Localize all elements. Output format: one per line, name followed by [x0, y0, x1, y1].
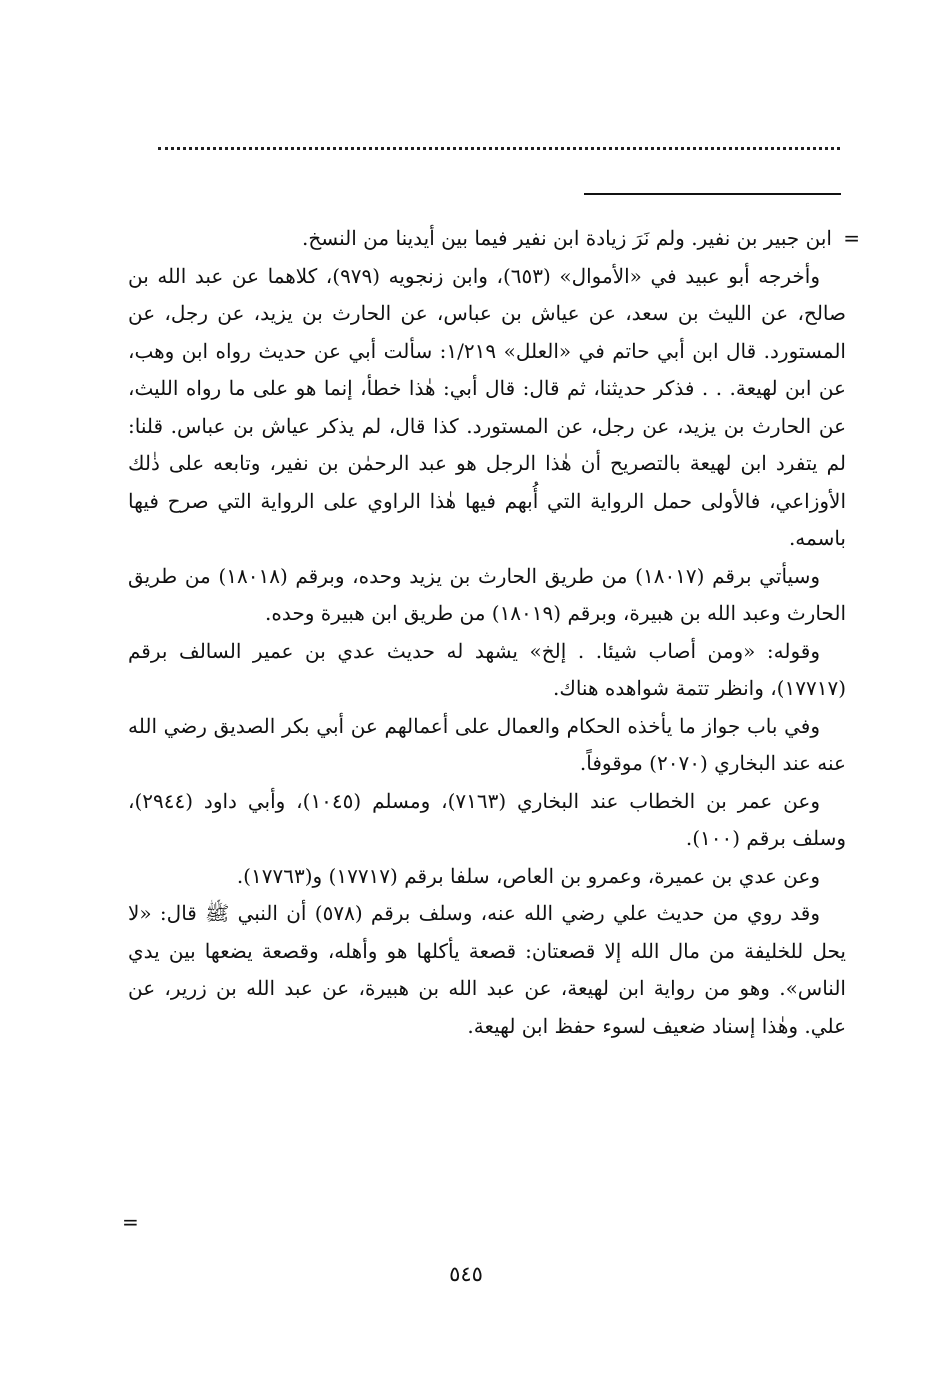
footnote-paragraph: وفي باب جواز ما يأخذه الحكام والعمال على أعمالهم عن أبي بكر الصديق رضي الله عنه عند البخاري (٢٠٧٠) موقوفاً.: [128, 713, 846, 775]
footnote-paragraph: وأخرجه أبو عبيد في «الأموال» (٦٥٣)، وابن زنجويه (٩٧٩)، كلاهما عن عبد الله بن صالح، عن الليث بن سعد، عن عياش بن عباس، عن الحارث بن يزيد، عن رجل، عن المستورد. قال ابن أبي حاتم في «العلل» ١/٢١٩: سألت أبي عن حديث رواه ابن وهب، عن ابن لهيعة. . . فذكر حديثنا، ثم قال: قال أبي: هٰذا خطأ، إنما هو على ما رواه الليث، عن الحارث بن يزيد، عن رجل، عن المستورد. كذا قال، لم يذكر عياش بن عباس. قلنا: لم يتفرد ابن لهيعة بالتصريح أن هٰذا الرجل هو عبد الرحمٰن بن نفير، وتابعه على ذٰلك الأوزاعي، فالأولى حمل الرواية التي أُبهم فيها هٰذا الراوي على الرواية التي صرح فيها باسمه.: [128, 263, 846, 550]
page-number: ٥٤٥: [449, 1262, 483, 1286]
footnote-paragraph: وقد روي من حديث علي رضي الله عنه، وسلف برقم (٥٧٨) أن النبي ﷺ قال: «لا يحل للخليفة من مال الله إلا قصعتان: قصعة يأكلها هو وأهله، وقصعة يضعها بين يدي الناس». وهو من رواية ابن لهيعة، عن عبد الله بن هبيرة، عن عبد الله بن زرير، عن علي. وهٰذا إسناد ضعيف لسوء حفظ ابن لهيعة.: [128, 901, 846, 1038]
footnote-block: [128, 220, 860, 1045]
footnote-paragraph: وعن عدي بن عميرة، وعمرو بن العاص، سلفا برقم (١٧٧١٧) و(١٧٧٦٣).: [236, 863, 820, 888]
footnote-paragraph-text: ابن جبير بن نفير. ولم نَرَ زيادة ابن نفير فيما بين أيدينا من النسخ.: [302, 226, 832, 250]
continuation-mark-top: =: [843, 226, 860, 250]
footnote-paragraph: وعن عمر بن الخطاب عند البخاري (٧١٦٣)، ومسلم (١٠٤٥)، وأبي داود (٢٩٤٤)، وسلف برقم (١٠٠).: [128, 788, 846, 850]
footnote-paragraph: وقوله: «ومن أصاب شيئا. . إلخ» يشهد له حديث عدي بن عمير السالف برقم (١٧٧١٧)، وانظر تتمة شواهده هناك.: [128, 638, 846, 700]
footnote-paragraph: وسيأتي برقم (١٨٠١٧) من طريق الحارث بن يزيد وحده، وبرقم (١٨٠١٨) من طريق الحارث وعبد الله بن هبيرة، وبرقم (١٨٠١٩) من طريق ابن هبيرة وحده.: [128, 563, 846, 625]
footnote-rule: [584, 193, 841, 195]
continuation-mark-bottom: =: [122, 1210, 139, 1234]
footnote-paragraph: [128, 220, 860, 258]
dotted-separator: [158, 147, 840, 150]
